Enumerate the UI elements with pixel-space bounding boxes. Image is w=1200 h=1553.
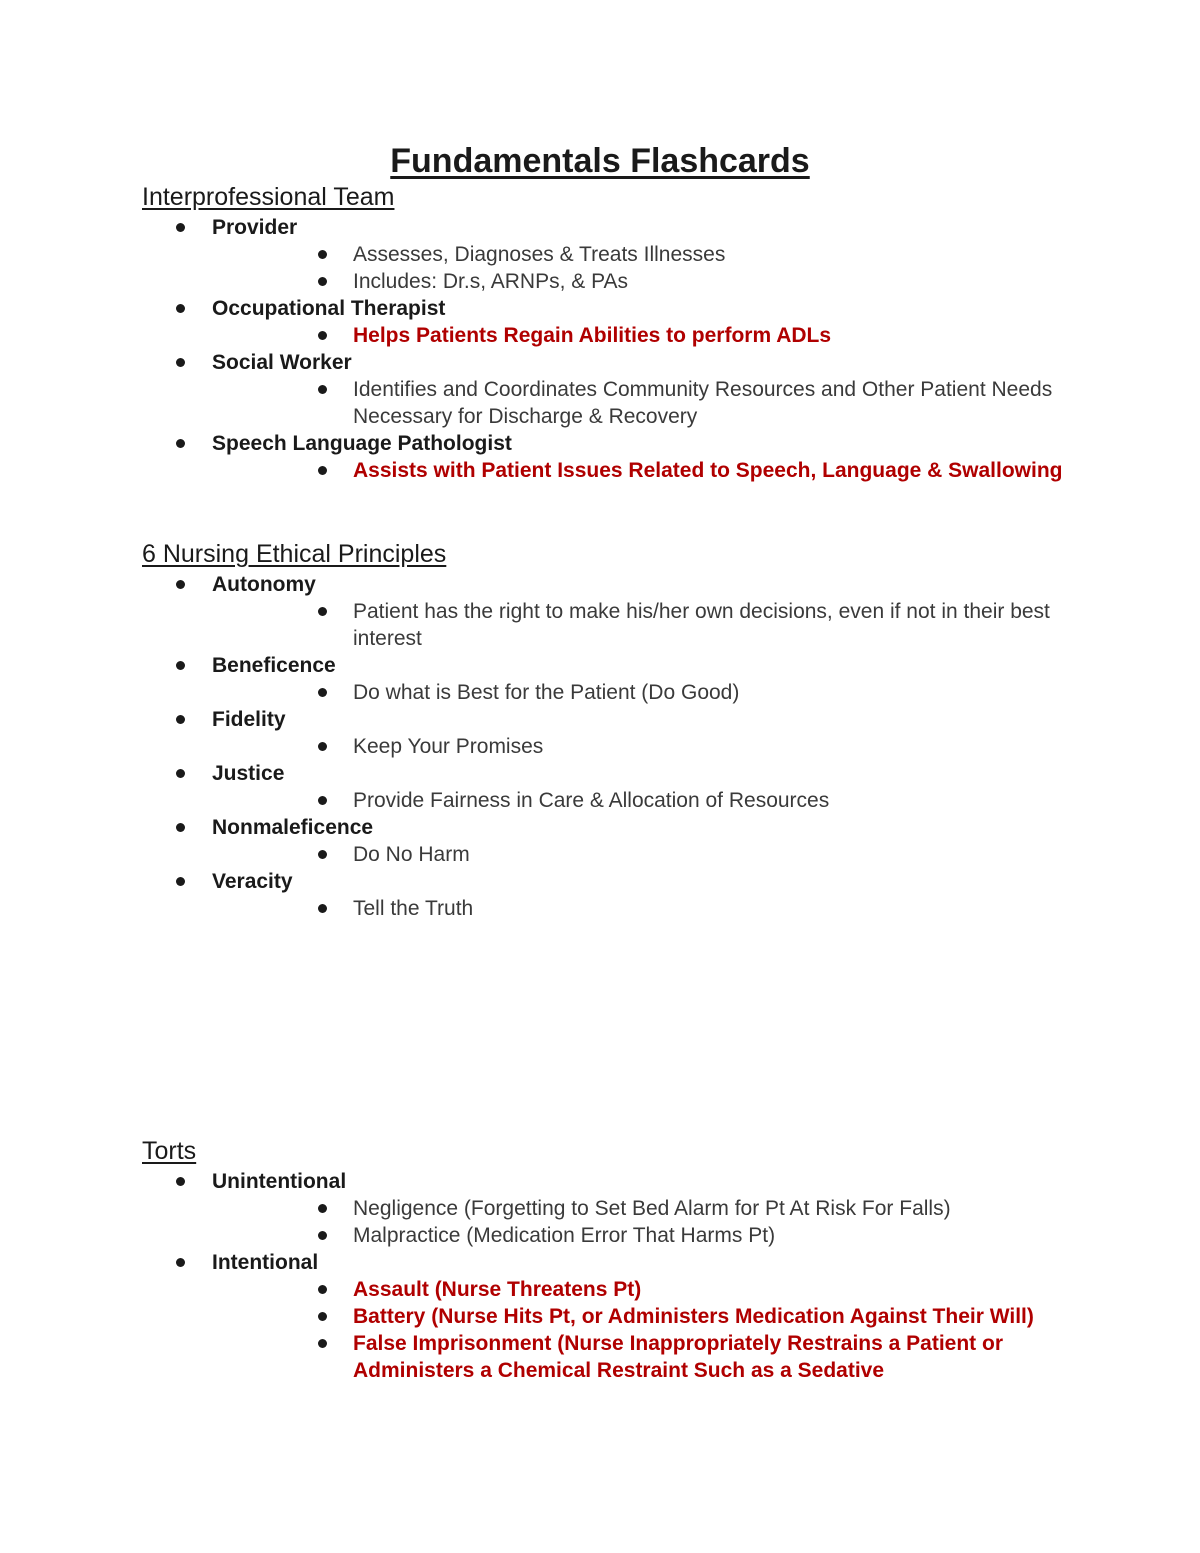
detail-item: [142, 598, 1102, 652]
detail-text: Assists with Patient Issues Related to Speech, Language & Swallowing: [353, 459, 1063, 482]
topic-item: [142, 814, 1102, 868]
bullet-icon: [318, 688, 327, 697]
detail-item: [142, 1330, 1102, 1384]
bullet-icon: [318, 1339, 327, 1348]
detail-list: [142, 1276, 1102, 1384]
detail-list: [142, 787, 1102, 814]
topic-item: [142, 1249, 1102, 1384]
topic-item: [142, 868, 1102, 922]
bullet-icon: [176, 823, 185, 832]
topic-item: [142, 1168, 1102, 1249]
bullet-icon: [318, 466, 327, 475]
bullet-icon: [318, 385, 327, 394]
bullet-icon: [176, 769, 185, 778]
detail-text: Do what is Best for the Patient (Do Good): [353, 681, 740, 704]
detail-text: Keep Your Promises: [353, 735, 544, 758]
topic-label: Speech Language Pathologist: [212, 432, 512, 455]
section-heading: Interprofessional Team: [142, 183, 395, 211]
topic-label: Autonomy: [212, 573, 316, 596]
topic-item: [142, 430, 1102, 484]
topic-list: [142, 1168, 1102, 1384]
section-torts: [142, 1135, 1102, 1384]
detail-item: [142, 322, 1102, 349]
topic-item: [142, 295, 1102, 349]
detail-item: [142, 787, 1102, 814]
detail-item: [142, 1303, 1102, 1330]
bullet-icon: [318, 1312, 327, 1321]
bullet-icon: [318, 1231, 327, 1240]
topic-item: [142, 652, 1102, 706]
detail-item: [142, 376, 1102, 430]
topic-label: Occupational Therapist: [212, 297, 446, 320]
detail-item: [142, 841, 1102, 868]
bullet-icon: [176, 223, 185, 232]
detail-text: Assesses, Diagnoses & Treats Illnesses: [353, 243, 726, 266]
topic-label: Intentional: [212, 1251, 319, 1274]
topic-label: Fidelity: [212, 708, 286, 731]
detail-text: Battery (Nurse Hits Pt, or Administers Medication Against Their Will): [353, 1305, 1034, 1328]
detail-text: Negligence (Forgetting to Set Bed Alarm for Pt At Risk For Falls): [353, 1197, 951, 1220]
section-ethical-principles: [142, 538, 1102, 922]
section-interprofessional-team: [142, 181, 1102, 484]
topic-label: Justice: [212, 762, 285, 785]
bullet-icon: [176, 1258, 185, 1267]
topic-label: Provider: [212, 216, 298, 239]
bullet-icon: [318, 742, 327, 751]
detail-item: [142, 1195, 1102, 1222]
detail-list: [142, 322, 1102, 349]
detail-item: [142, 895, 1102, 922]
detail-text: Identifies and Coordinates Community Resources and Other Patient Needs Necessary for Discharge & Recovery: [353, 378, 1053, 428]
bullet-icon: [318, 904, 327, 913]
detail-item: [142, 679, 1102, 706]
bullet-icon: [318, 1204, 327, 1213]
detail-list: [142, 841, 1102, 868]
topic-label: Veracity: [212, 870, 293, 893]
detail-item: [142, 1276, 1102, 1303]
topic-label: Unintentional: [212, 1170, 347, 1193]
bullet-icon: [318, 1285, 327, 1294]
detail-text: Provide Fairness in Care & Allocation of Resources: [353, 789, 830, 812]
detail-item: [142, 241, 1102, 268]
topic-item: [142, 706, 1102, 760]
page-title: Fundamentals Flashcards: [390, 142, 810, 180]
topic-label: Nonmaleficence: [212, 816, 374, 839]
detail-text: Tell the Truth: [353, 897, 474, 920]
topic-item: [142, 214, 1102, 295]
section-heading: Torts: [142, 1137, 197, 1165]
detail-text: Includes: Dr.s, ARNPs, & PAs: [353, 270, 629, 293]
detail-item: [142, 457, 1102, 484]
detail-text: Assault (Nurse Threatens Pt): [353, 1278, 642, 1301]
detail-list: [142, 241, 1102, 295]
detail-text: Do No Harm: [353, 843, 470, 866]
section-heading: 6 Nursing Ethical Principles: [142, 540, 447, 568]
topic-item: [142, 571, 1102, 652]
bullet-icon: [176, 661, 185, 670]
topic-list: [142, 214, 1102, 484]
detail-text: Malpractice (Medication Error That Harms Pt): [353, 1224, 776, 1247]
bullet-icon: [176, 304, 185, 313]
bullet-icon: [318, 850, 327, 859]
detail-list: [142, 376, 1102, 430]
topic-item: [142, 760, 1102, 814]
bullet-icon: [176, 439, 185, 448]
detail-item: [142, 733, 1102, 760]
detail-text: False Imprisonment (Nurse Inappropriately Restrains a Patient or Administers a Chemical Restraint Such as a Sedative: [353, 1332, 1004, 1382]
bullet-icon: [176, 877, 185, 886]
detail-item: [142, 268, 1102, 295]
bullet-icon: [176, 1177, 185, 1186]
detail-item: [142, 1222, 1102, 1249]
detail-text: Patient has the right to make his/her own decisions, even if not in their best interest: [353, 600, 1050, 650]
topic-item: [142, 349, 1102, 430]
bullet-icon: [176, 715, 185, 724]
bullet-icon: [318, 277, 327, 286]
topic-label: Beneficence: [212, 654, 336, 677]
bullet-icon: [176, 580, 185, 589]
detail-list: [142, 733, 1102, 760]
bullet-icon: [318, 250, 327, 259]
topic-list: [142, 571, 1102, 922]
topic-label: Social Worker: [212, 351, 352, 374]
bullet-icon: [318, 796, 327, 805]
detail-list: [142, 457, 1102, 484]
detail-text: Helps Patients Regain Abilities to perform ADLs: [353, 324, 832, 347]
bullet-icon: [176, 358, 185, 367]
detail-list: [142, 895, 1102, 922]
detail-list: [142, 679, 1102, 706]
bullet-icon: [318, 607, 327, 616]
detail-list: [142, 598, 1102, 652]
bullet-icon: [318, 331, 327, 340]
detail-list: [142, 1195, 1102, 1249]
